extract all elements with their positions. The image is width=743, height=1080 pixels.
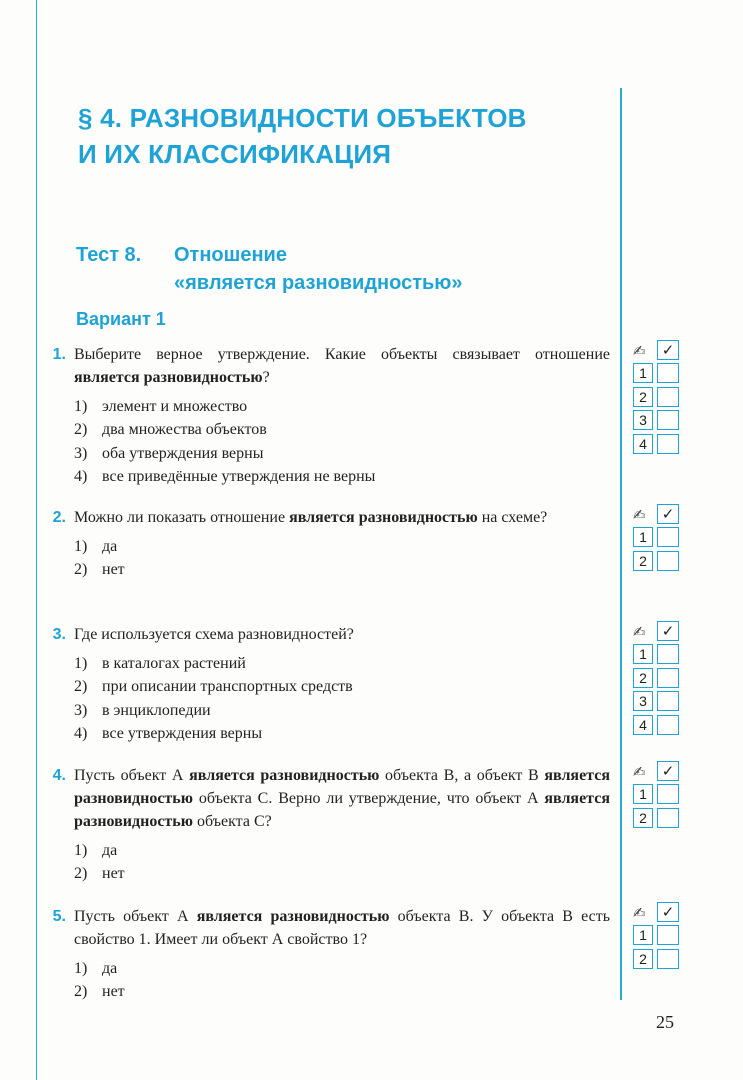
answer-number: 2	[633, 949, 653, 969]
option-text: да	[102, 538, 118, 555]
answer-header	[633, 761, 683, 783]
option-text: в каталогах растений	[102, 655, 246, 672]
option-number: 1)	[74, 842, 88, 859]
answer-checkbox[interactable]	[657, 644, 679, 664]
text-fragment: на схеме?	[477, 509, 548, 526]
question-number: 4.	[52, 767, 66, 784]
answer-checkbox[interactable]	[657, 715, 679, 735]
answer-checkbox[interactable]	[657, 925, 679, 945]
option-text: оба утверждения верны	[102, 444, 264, 462]
checkmark-icon: ✓	[657, 504, 679, 524]
answer-number: 2	[633, 387, 653, 407]
pencil-icon: ✍	[633, 904, 646, 922]
option-text: да	[102, 842, 118, 859]
text-fragment: Выберите верное утверждение. Какие объекты связывает отношение	[74, 346, 610, 363]
question-text	[74, 506, 610, 529]
option-2	[74, 558, 610, 581]
answer-block-5	[633, 902, 683, 971]
option-text: два множества объектов	[102, 421, 267, 439]
answer-row-1	[633, 526, 683, 550]
bold-term: является разновидностью	[289, 509, 478, 526]
left-margin-rule	[36, 0, 37, 1080]
option-text: при описании транспортных средств	[102, 678, 353, 696]
option-3	[74, 699, 610, 722]
option-number: 1)	[74, 398, 88, 415]
question-3	[42, 623, 610, 745]
bold-term: является разновидностью	[74, 369, 263, 386]
answer-row-1	[633, 643, 683, 667]
checkmark-icon: ✓	[657, 761, 679, 781]
answer-header	[633, 621, 683, 643]
option-4	[74, 465, 610, 488]
option-text: все приведённые утверждения не верны	[102, 467, 376, 485]
option-number: 4)	[74, 467, 88, 485]
text-fragment: Пусть объект А	[74, 767, 190, 784]
option-1	[74, 839, 610, 862]
answer-number: 2	[633, 808, 653, 828]
question-1	[42, 343, 610, 488]
question-4	[42, 764, 610, 886]
option-4	[74, 722, 610, 745]
question-2	[42, 506, 610, 582]
text-fragment: объекта С. Верно ли утверждение, что объект А	[192, 790, 545, 807]
option-text: элемент и множество	[102, 398, 248, 415]
answer-number: 2	[633, 551, 653, 571]
option-number: 1)	[74, 538, 88, 555]
bold-term: является разновидностью	[74, 767, 610, 807]
options-list	[74, 839, 610, 886]
option-number: 2)	[74, 678, 88, 696]
pencil-icon: ✍	[633, 623, 646, 641]
answer-row-2	[633, 807, 683, 831]
text-fragment: объекта С?	[192, 813, 272, 830]
bold-term: является разновидностью	[74, 790, 610, 830]
question-number: 5.	[52, 908, 66, 925]
right-margin-rule	[620, 88, 622, 1000]
answer-block-2	[633, 504, 683, 573]
question-5	[42, 905, 610, 1004]
answer-row-1	[633, 362, 683, 386]
question-text	[74, 764, 610, 833]
answer-checkbox[interactable]	[657, 784, 679, 804]
option-2	[74, 862, 610, 885]
answer-header	[633, 504, 683, 526]
variant-label: Вариант 1	[76, 309, 166, 329]
option-text: нет	[102, 561, 125, 579]
option-number: 2)	[74, 983, 88, 1001]
answer-row-4	[633, 714, 683, 738]
option-1	[74, 652, 610, 675]
checkmark-icon: ✓	[657, 621, 679, 641]
text-fragment: объекта В, а объект В	[379, 767, 545, 784]
option-2	[74, 675, 610, 698]
answer-row-3	[633, 409, 683, 433]
pencil-icon: ✍	[633, 342, 646, 360]
answer-checkbox[interactable]	[657, 363, 679, 383]
test-title	[76, 241, 596, 297]
answer-row-3	[633, 690, 683, 714]
answer-checkbox[interactable]	[657, 387, 679, 407]
answer-header	[633, 902, 683, 924]
option-text: нет	[102, 865, 125, 883]
section-title	[78, 100, 618, 172]
answer-row-2	[633, 667, 683, 691]
option-number: 2)	[74, 561, 88, 579]
option-3	[74, 442, 610, 465]
answer-checkbox[interactable]	[657, 527, 679, 547]
answer-checkbox[interactable]	[657, 691, 679, 711]
answer-header	[633, 340, 683, 362]
option-number: 4)	[74, 724, 88, 742]
option-number: 2)	[74, 865, 88, 883]
answer-block-4	[633, 761, 683, 830]
answer-number: 1	[633, 784, 653, 804]
answer-block-1	[633, 340, 683, 456]
option-number: 3)	[74, 701, 88, 719]
option-number: 2)	[74, 421, 88, 439]
text-fragment: Можно ли показать отношение	[74, 509, 290, 526]
text-fragment: объекта В. У объекта В есть свойство 1. Имеет ли объект А свойство 1?	[74, 908, 610, 948]
pencil-icon: ✍	[633, 506, 646, 524]
option-text: нет	[102, 983, 125, 1001]
pencil-icon: ✍	[633, 763, 646, 781]
bold-term: является разновидностью	[189, 767, 380, 784]
checkmark-icon: ✓	[657, 340, 679, 360]
option-2	[74, 418, 610, 441]
question-number: 1.	[52, 346, 66, 363]
answer-number: 4	[633, 434, 653, 454]
text-fragment: Пусть объект А	[74, 908, 197, 925]
answer-number: 1	[633, 644, 653, 664]
answer-number: 1	[633, 527, 653, 547]
option-1	[74, 535, 610, 558]
option-number: 3)	[74, 444, 88, 462]
section-title-line1: § 4. РАЗНОВИДНОСТИ ОБЪЕКТОВ	[78, 103, 527, 133]
answer-number: 1	[633, 363, 653, 383]
options-list	[74, 535, 610, 582]
option-1	[74, 957, 610, 980]
answer-row-1	[633, 924, 683, 948]
option-number: 1)	[74, 960, 88, 977]
test-title-line1: Отношение	[174, 244, 287, 266]
option-2	[74, 980, 610, 1003]
section-title-line2: И ИХ КЛАССИФИКАЦИЯ	[78, 139, 392, 169]
answer-checkbox[interactable]	[657, 434, 679, 454]
answer-checkbox[interactable]	[657, 410, 679, 430]
answer-row-2	[633, 386, 683, 410]
bold-term: является разновидностью	[196, 908, 390, 925]
answer-row-4	[633, 433, 683, 457]
answer-row-2	[633, 948, 683, 972]
answer-checkbox[interactable]	[657, 949, 679, 969]
answer-checkbox[interactable]	[657, 808, 679, 828]
options-list	[74, 957, 610, 1004]
option-1	[74, 395, 610, 418]
answer-row-1	[633, 783, 683, 807]
answer-checkbox[interactable]	[657, 668, 679, 688]
answer-number: 4	[633, 715, 653, 735]
question-text: Где используется схема разновидностей?	[74, 626, 354, 643]
option-text: все утверждения верны	[102, 724, 263, 742]
question-text	[74, 343, 610, 389]
text-fragment: ?	[262, 369, 270, 386]
test-title-line2: «является разновидностью»	[174, 272, 463, 294]
answer-row-2	[633, 550, 683, 574]
options-list	[74, 395, 610, 488]
question-number: 2.	[52, 509, 66, 526]
answer-number: 3	[633, 410, 653, 430]
answer-number: 1	[633, 925, 653, 945]
answer-checkbox[interactable]	[657, 551, 679, 571]
answer-block-3	[633, 621, 683, 737]
question-number: 3.	[52, 626, 66, 643]
options-list	[74, 652, 610, 745]
option-text: в энциклопедии	[102, 701, 211, 719]
page-number: 25	[656, 1012, 674, 1032]
option-number: 1)	[74, 655, 88, 672]
checkmark-icon: ✓	[657, 902, 679, 922]
answer-number: 3	[633, 691, 653, 711]
question-text	[74, 905, 610, 951]
test-number: Тест 8.	[76, 244, 142, 266]
answer-number: 2	[633, 668, 653, 688]
option-text: да	[102, 960, 118, 977]
